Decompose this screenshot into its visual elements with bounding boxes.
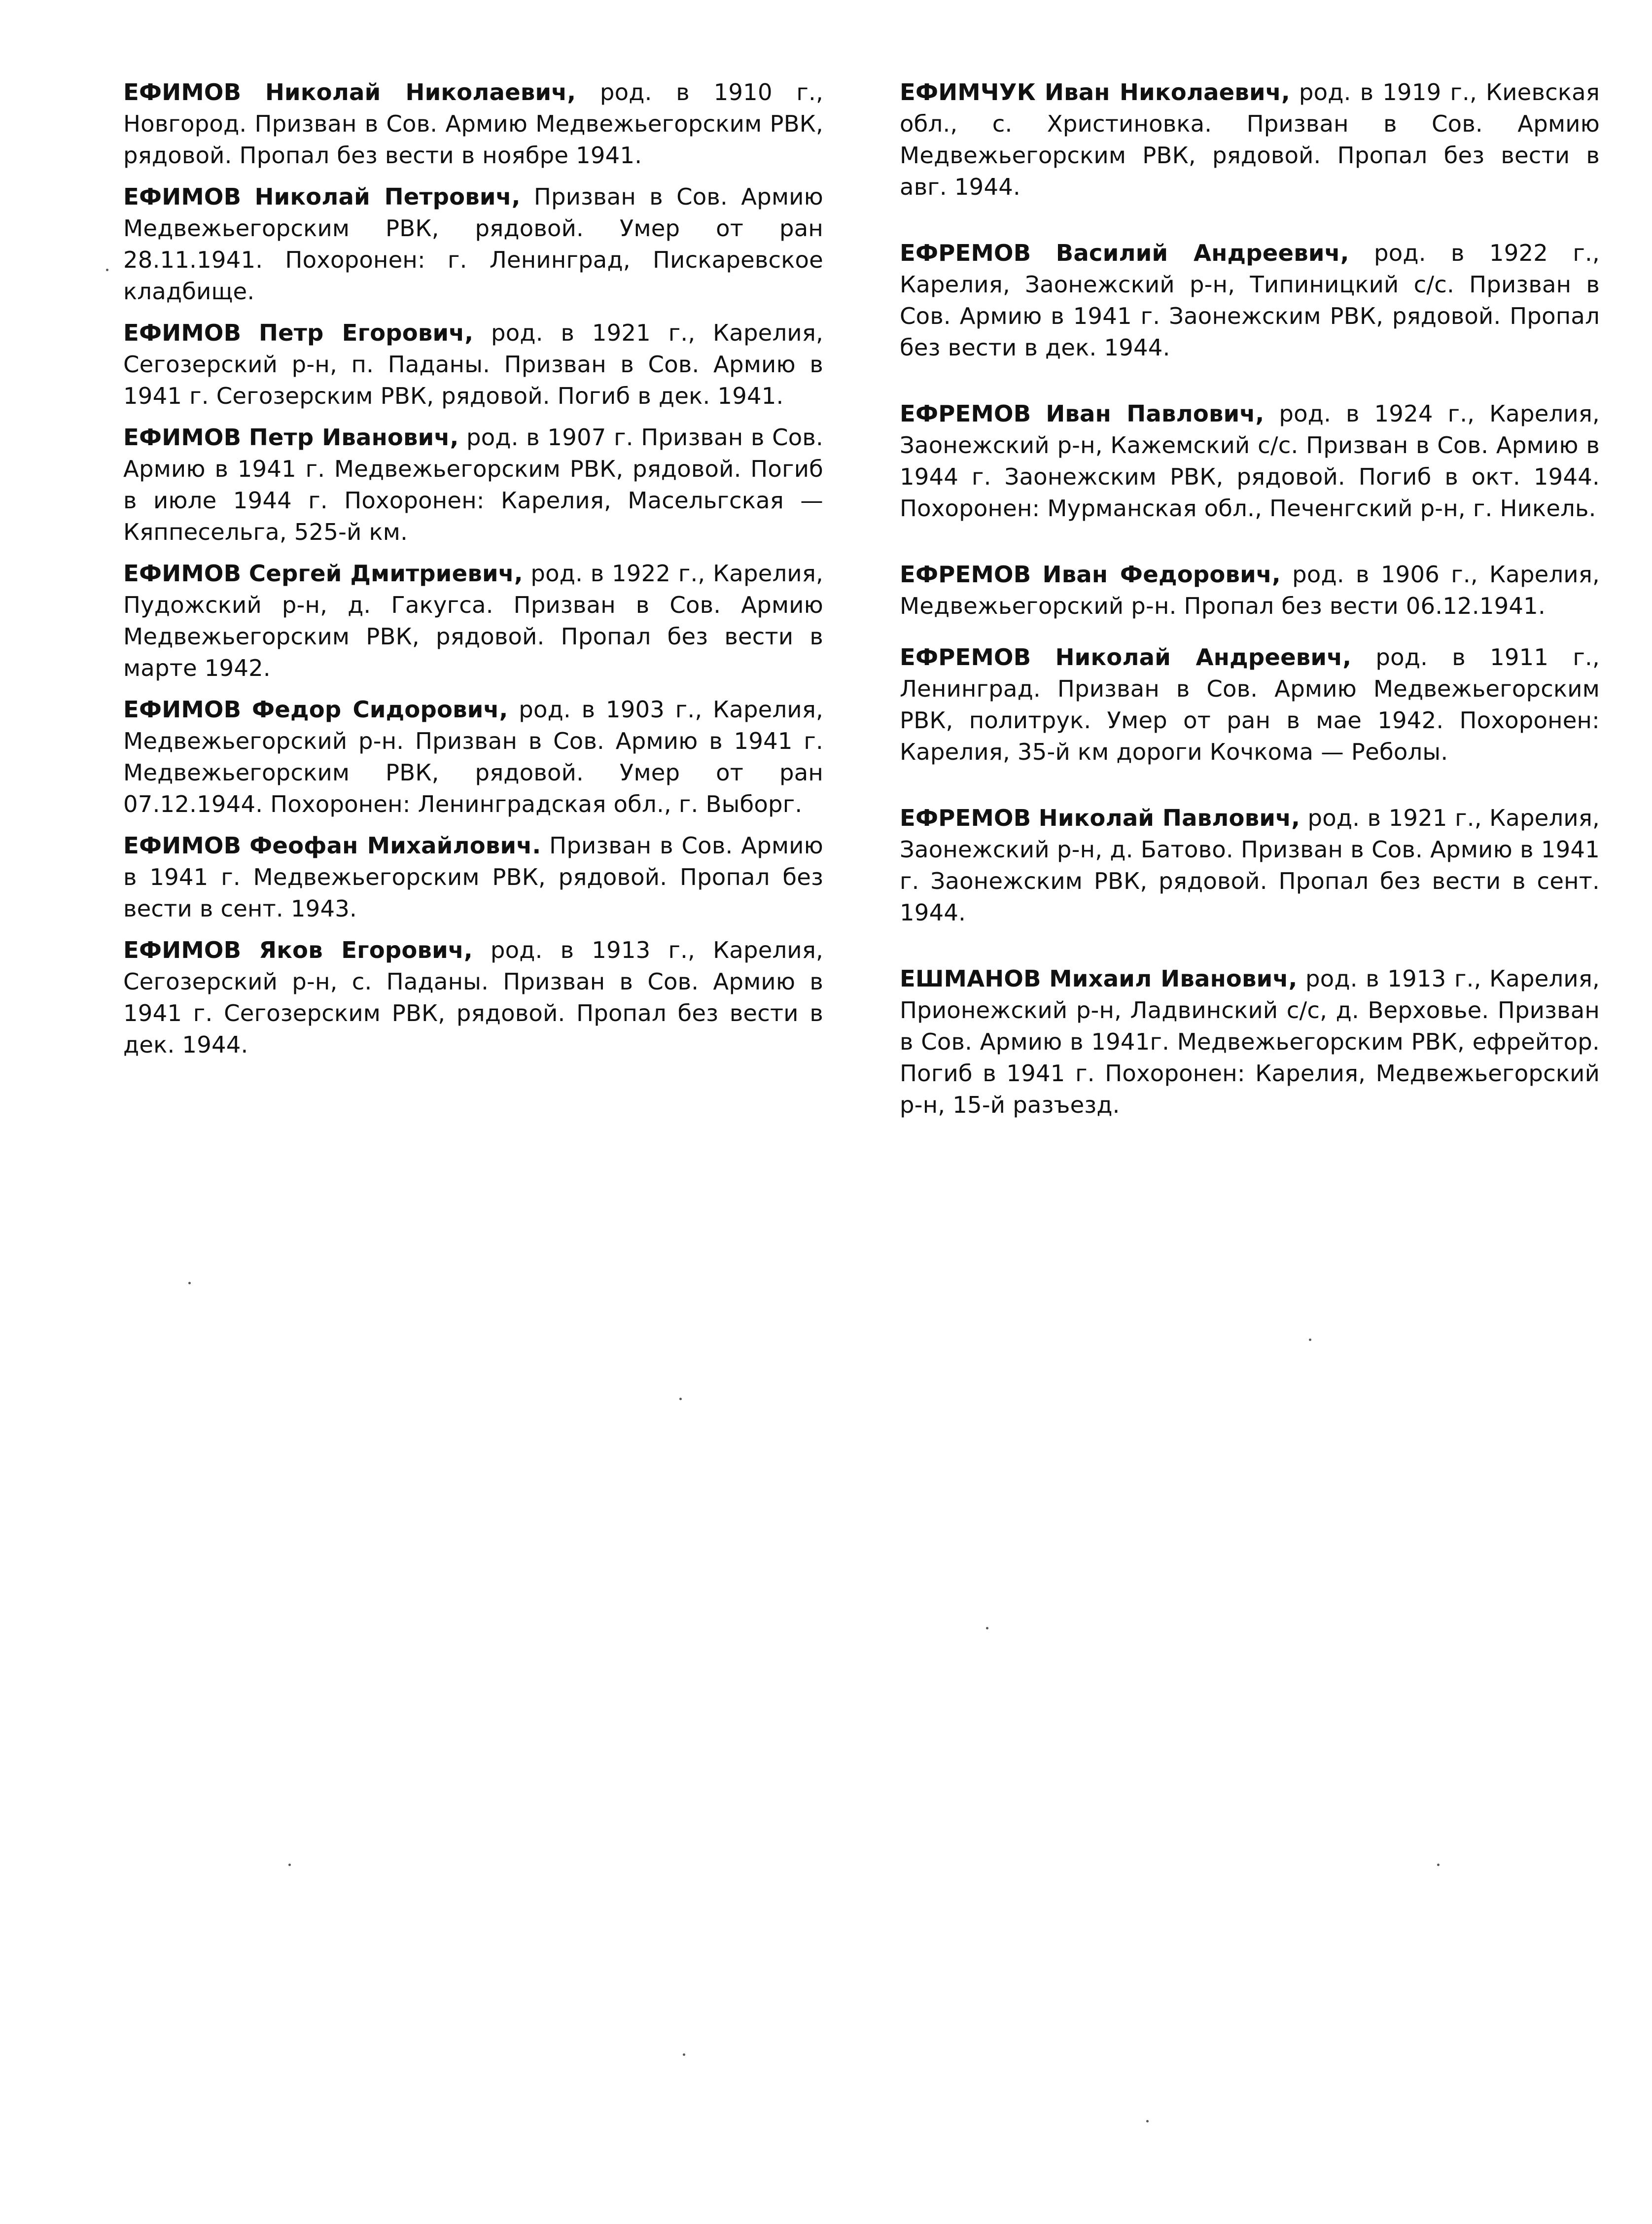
entry-surname: ЕФРЕМОВ: [900, 240, 1031, 266]
entry: [900, 559, 1600, 622]
entry-text: род. в 1913 г., Карелия, Сегозерский р-н, с. Паданы. Призван в Сов. Армию в 1941 г. Сегозерским РВК, рядовой. Пропал без вести в дек. 1944.: [123, 937, 823, 1058]
entry-given-name: Петр Иванович,: [248, 424, 459, 451]
entry-text: род. в 1921 г., Карелия, Сегозерский р-н, п. Паданы. Призван в Сов. Армию в 1941 г. Сегозерским РВК, рядовой. Погиб в дек. 1941.: [123, 319, 823, 409]
entry: [123, 76, 823, 171]
entry-given-name: Иван Федорович,: [1042, 561, 1281, 588]
scan-speck: [188, 1282, 191, 1284]
entry-surname: ЕФРЕМОВ: [900, 400, 1031, 427]
entry-surname: ЕФРЕМОВ: [900, 561, 1031, 588]
entry-given-name: Иван Павлович,: [1046, 400, 1265, 427]
entry-text: род. в 1910 г., Новгород. Призван в Сов. Армию Медвежьегорским РВК, рядовой. Пропал без вести в ноябре 1941.: [123, 79, 824, 169]
entry: [900, 237, 1600, 363]
entry-surname: ЕФИМОВ: [123, 319, 242, 346]
entry-surname: ЕФИМЧУК: [900, 79, 1036, 106]
entry-text: род. в 1906 г., Карелия, Медвежьегорский р-н. Пропал без вести 06.12.1941.: [900, 561, 1600, 619]
entry-text: род. в 1922 г., Карелия, Пудожский р-н, д. Гакугса. Призван в Сов. Армию Медвежьегорским РВК, рядовой. Пропал без вести в марте 1942.: [123, 560, 824, 681]
scan-speck: [683, 2053, 685, 2056]
entry-surname: ЕФИМОВ: [123, 79, 242, 106]
entry-surname: ЕФИМОВ: [123, 696, 242, 723]
entry-surname: ЕФРЕМОВ: [900, 805, 1031, 831]
scan-speck: [288, 1864, 291, 1866]
entry-text: род. в 1907 г. Призван в Сов. Армию в 1941 г. Медвежьегорским РВК, рядовой. Погиб в июле 1944 г. Похоронен: Карелия, Масельгская — Кяппесельга, 525-й км.: [123, 424, 824, 545]
entry-surname: ЕФИМОВ: [123, 424, 242, 451]
entry: [123, 934, 823, 1060]
entry-surname: ЕФИМОВ: [123, 560, 242, 587]
entry-surname: ЕФИМОВ: [123, 832, 242, 859]
entry-given-name: Михаил Иванович,: [1049, 965, 1298, 992]
entry-surname: ЕШМАНОВ: [900, 965, 1041, 992]
scan-speck: [1437, 1864, 1440, 1866]
entry-text: род. в 1922 г., Карелия, Заонежский р-н, Типиницкий с/с. Призван в Сов. Армию в 1941 г. Заонежским РВК, рядовой. Пропал без вести в дек. 1944.: [900, 240, 1600, 361]
entry-given-name: Петр Егорович,: [259, 319, 474, 346]
scan-speck: [986, 1627, 988, 1629]
entry: [123, 558, 823, 684]
entry: [900, 641, 1600, 768]
entry: [123, 694, 823, 820]
left-column: [123, 76, 823, 1070]
entry-surname: ЕФРЕМОВ: [900, 644, 1031, 671]
entry-text: род. в 1903 г., Карелия, Медвежьегорский р-н. Призван в Сов. Армию в 1941 г. Медвежьегорским РВК, рядовой. Умер от ран 07.12.1944. Похоронен: Ленинградская обл., г. Выборг.: [123, 696, 823, 817]
entry: [900, 76, 1600, 203]
entry-given-name: Николай Андреевич,: [1055, 644, 1352, 671]
entry-given-name: Николай Петрович,: [254, 183, 521, 210]
scan-speck: [679, 1398, 682, 1400]
entry-given-name: Иван Николаевич,: [1044, 79, 1290, 106]
right-column: [900, 76, 1600, 1155]
entry-given-name: Федор Сидорович,: [251, 696, 508, 723]
entry-text: род. в 1919 г., Киевская обл., с. Христиновка. Призван в Сов. Армию Медвежьегорским РВК, рядовой. Пропал без вести в авг. 1944.: [900, 79, 1600, 200]
entry: [123, 830, 823, 924]
entry-text: род. в 1921 г., Карелия, Заонежский р-н, д. Батово. Призван в Сов. Армию в 1941 г. Заонежским РВК, рядовой. Пропал без вести в сент. 1944.: [900, 805, 1600, 926]
entry-surname: ЕФИМОВ: [123, 937, 242, 963]
entry-given-name: Феофан Михайлович.: [249, 832, 541, 859]
entry-text: Призван в Сов. Армию Медвежьегорским РВК, рядовой. Умер от ран 28.11.1941. Похоронен: г. Ленинград, Пискаревское кладбище.: [123, 183, 824, 305]
entry: [900, 963, 1600, 1121]
entry-text: род. в 1913 г., Карелия, Прионежский р-н, Ладвинский с/с, д. Верховье. Призван в Сов. Армию в 1941г. Медвежьегорским РВК, ефрейтор. Погиб в 1941 г. Похоронен: Карелия, Медвежьегорский р-н, 15-й разъезд.: [900, 965, 1600, 1118]
entry: [900, 802, 1600, 928]
entry-text: род. в 1924 г., Карелия, Заонежский р-н, Кажемский с/с. Призван в Сов. Армию в 1944 г. Заонежским РВК, рядовой. Погиб в окт. 1944. Похоронен: Мурманская обл., Печенгский р-н, г. Никель.: [900, 400, 1600, 522]
entry-given-name: Яков Егорович,: [259, 937, 473, 963]
entry-text: Призван в Сов. Армию в 1941 г. Медвежьегорским РВК, рядовой. Пропал без вести в сент. 1943.: [123, 832, 824, 922]
scan-speck: [106, 269, 108, 271]
scan-speck: [1146, 2120, 1149, 2122]
entry-given-name: Сергей Дмитриевич,: [248, 560, 523, 587]
entry-given-name: Николай Николаевич,: [265, 79, 576, 106]
scan-speck: [1309, 1339, 1311, 1341]
entry: [123, 422, 823, 548]
entry: [900, 398, 1600, 524]
entry: [123, 317, 823, 412]
entry: [123, 181, 823, 307]
entry-given-name: Николай Павлович,: [1038, 805, 1301, 831]
entry-surname: ЕФИМОВ: [123, 183, 242, 210]
entry-text: род. в 1911 г., Ленинград. Призван в Сов. Армию Медвежьегорским РВК, политрук. Умер от ран в мае 1942. Похоронен: Карелия, 35-й км дороги Кочкома — Реболы.: [900, 644, 1600, 765]
entry-given-name: Василий Андреевич,: [1055, 240, 1349, 266]
